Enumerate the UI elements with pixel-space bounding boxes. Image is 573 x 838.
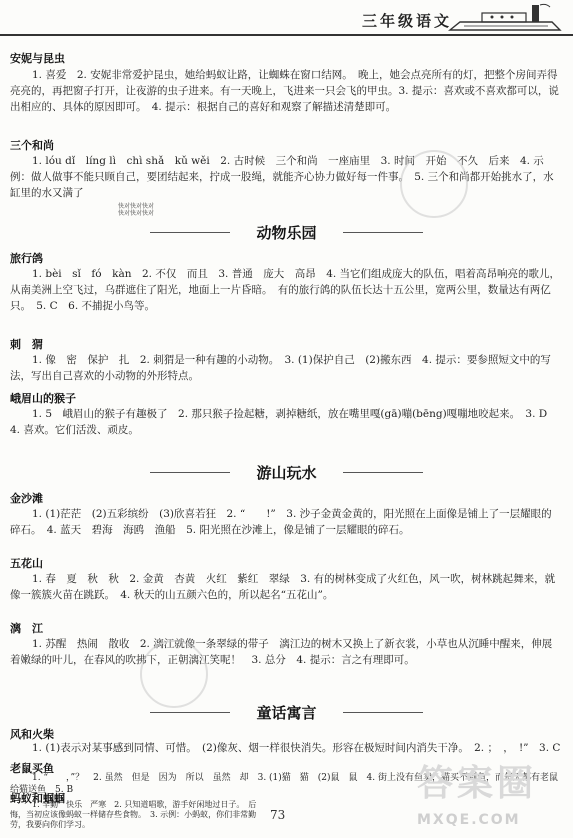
answer-wind-and-match: 1. (1)表示对某事感到同情、可惜。 (2)像灰、烟一样很快消失。形容在极短时间内消失干净。 2. ； ， !” 3. C (32, 742, 561, 754)
section-title-hedgehog: 刺 猬 (10, 338, 43, 351)
page-number: 73 (270, 808, 286, 822)
watermark-text: 答案圈 (417, 763, 538, 804)
answer-emei-monkeys: 1. 5 峨眉山的猴子有趣极了 2. 那只猴子捡起糖，剥掉糖纸，放在嘴里嘎(gā)嘣(bēng)嘎嘣地咬起来。 3. D 4. 喜欢。它们活泼、顽皮。 (10, 408, 558, 436)
section-title-passenger-pigeon: 旅行鸽 (10, 252, 43, 265)
answer-annie: 1. 喜爱 2. 安妮非常爱护昆虫，她给蚂蚁让路，让蜘蛛在窗口结网。 晚上，她会点亮所有的灯，把整个房间弄得亮亮的，再把窗子打开，让夜游的虫子进来。有一天晚上，飞进来一只会飞的甲虫。3. 提示：喜欢或不喜欢都可以，说出相应的、具体的原因即可。 4. 提示：根据自己的喜好和观察了解描述清楚即可。 (10, 69, 559, 113)
answer-three-monks: 1. lóu dǐ líng lì chì shǎ kǔ wěi 2. 古时候 三个和尚 一座庙里 3. 时间 开始 不久 后来 4. 示例：做人做事不能只顾自己，要团结起来，拧成一股绳，就能齐心协力做好每一件事。 5. 三个和尚都开始挑水了，水缸里的水又满了 (10, 155, 554, 199)
unit-heading-fables (0, 702, 573, 723)
answer-mouse-buys-fish: 1. “ ，”？ 2. 虽然 但是 因为 所以 虽然 却 3. (1)猫 猫 (2)鼠 鼠 4. 街上没有鱼卖，猫买不到鱼，而每天都有老鼠给猫送鱼 5. B (10, 773, 558, 795)
page-header (0, 0, 573, 40)
section-title-ant-and-katydid: 蚂蚁和蝈蝈 (10, 792, 65, 805)
unit-heading-text: 游山玩水 (256, 464, 317, 482)
answer-passenger-pigeon: 1. bèi sǐ fó kàn 2. 不仅 而且 3. 普通 庞大 高昂 4. 当它们组成庞大的队伍，唱着高昂响亮的歌儿，从南美洲上空飞过，乌群遮住了阳光，地面上一片昏暗。 有的旅行鸽的队伍长达十五公里，宽两公里，数量达有两亿只。 5. C 6. 不捕捉小鸟等。 (10, 268, 561, 312)
answer-hedgehog: 1. 像 密 保护 扎 2. 刺猬是一种有趣的小动物。 3. (1)保护自己 (2)搬东西 4. 提示：要参照短文中的写法，写出自己喜欢的小动物的外形特点。 (10, 354, 551, 382)
section-title-golden-beach: 金沙滩 (10, 492, 43, 505)
header-title: 三年级语文 (362, 12, 453, 30)
answer-five-flower-mountain: 1. 春 夏 秋 秋 2. 金黄 杏黄 火红 紫红 翠绿 3. 有的树林变成了火红色，风一吹，树林跳起舞来，就像一簇簇火苗在跳跃。 4. 秋天的山五颜六色的，所以起名“五花山”。 (10, 573, 556, 601)
answer-golden-beach: 1. (1)茫茫 (2)五彩缤纷 (3)欣喜若狂 2. “ !” 3. 沙子金黄金黄的，阳光照在上面像是铺上了一层耀眼的碎石。 4. 蓝天 碧海 海鸥 渔船 5. 阳光照在沙滩上，像是铺了一层耀眼的碎石。 (10, 508, 552, 536)
stamp-circle (140, 640, 208, 708)
answer-li-river: 1. 苏醒 热闹 散收 2. 漓江就像一条翠绿的带子 漓江边的树木又换上了新衣裳，小草也从沉睡中醒来，伸展着嫩绿的叶儿，在春风的吹拂下，正朝漓江笑呢！ 3. 总分 4. 提示：言之有理即可。 (10, 638, 553, 666)
section-title-annie: 安妮与昆虫 (10, 52, 65, 65)
watermark-url: MXQE.COM (417, 812, 521, 828)
header-divider (0, 34, 573, 36)
section-title-five-flower-mountain: 五花山 (10, 557, 43, 570)
heading-rule-right (343, 472, 423, 473)
small-note-line: 快对快对快对 (118, 210, 155, 217)
ship-icon (448, 2, 568, 34)
heading-rule-right (343, 232, 423, 233)
unit-heading-text: 动物乐园 (256, 224, 317, 242)
section-title-three-monks: 三个和尚 (10, 139, 54, 152)
section-title-emei-monkeys: 峨眉山的猴子 (10, 392, 76, 405)
section-title-wind-and-match: 风和火柴 (10, 728, 54, 741)
section-title-li-river: 漓 江 (10, 622, 43, 635)
small-note-line: 快对快对快对 (118, 203, 155, 210)
unit-heading-sightseeing (0, 462, 573, 483)
watermark-logo (417, 763, 567, 828)
unit-heading-text: 童话寓言 (256, 704, 317, 722)
heading-rule-right (343, 712, 423, 713)
section-title-mouse-buys-fish: 老鼠买鱼 (10, 762, 54, 775)
stamp-circle (400, 150, 468, 218)
unit-heading-animal-park (0, 222, 573, 243)
answer-ant-and-katydid: 1. 辛勤 快乐 严寒 2. 只知道唱歌，游手好闲地过日子。 后悔，当初应该像蚂蚁一样储存些食物。 3. 示例：小蚂蚁，你们非常勤劳，我要向你们学习。 (10, 800, 257, 829)
small-note (118, 203, 154, 217)
